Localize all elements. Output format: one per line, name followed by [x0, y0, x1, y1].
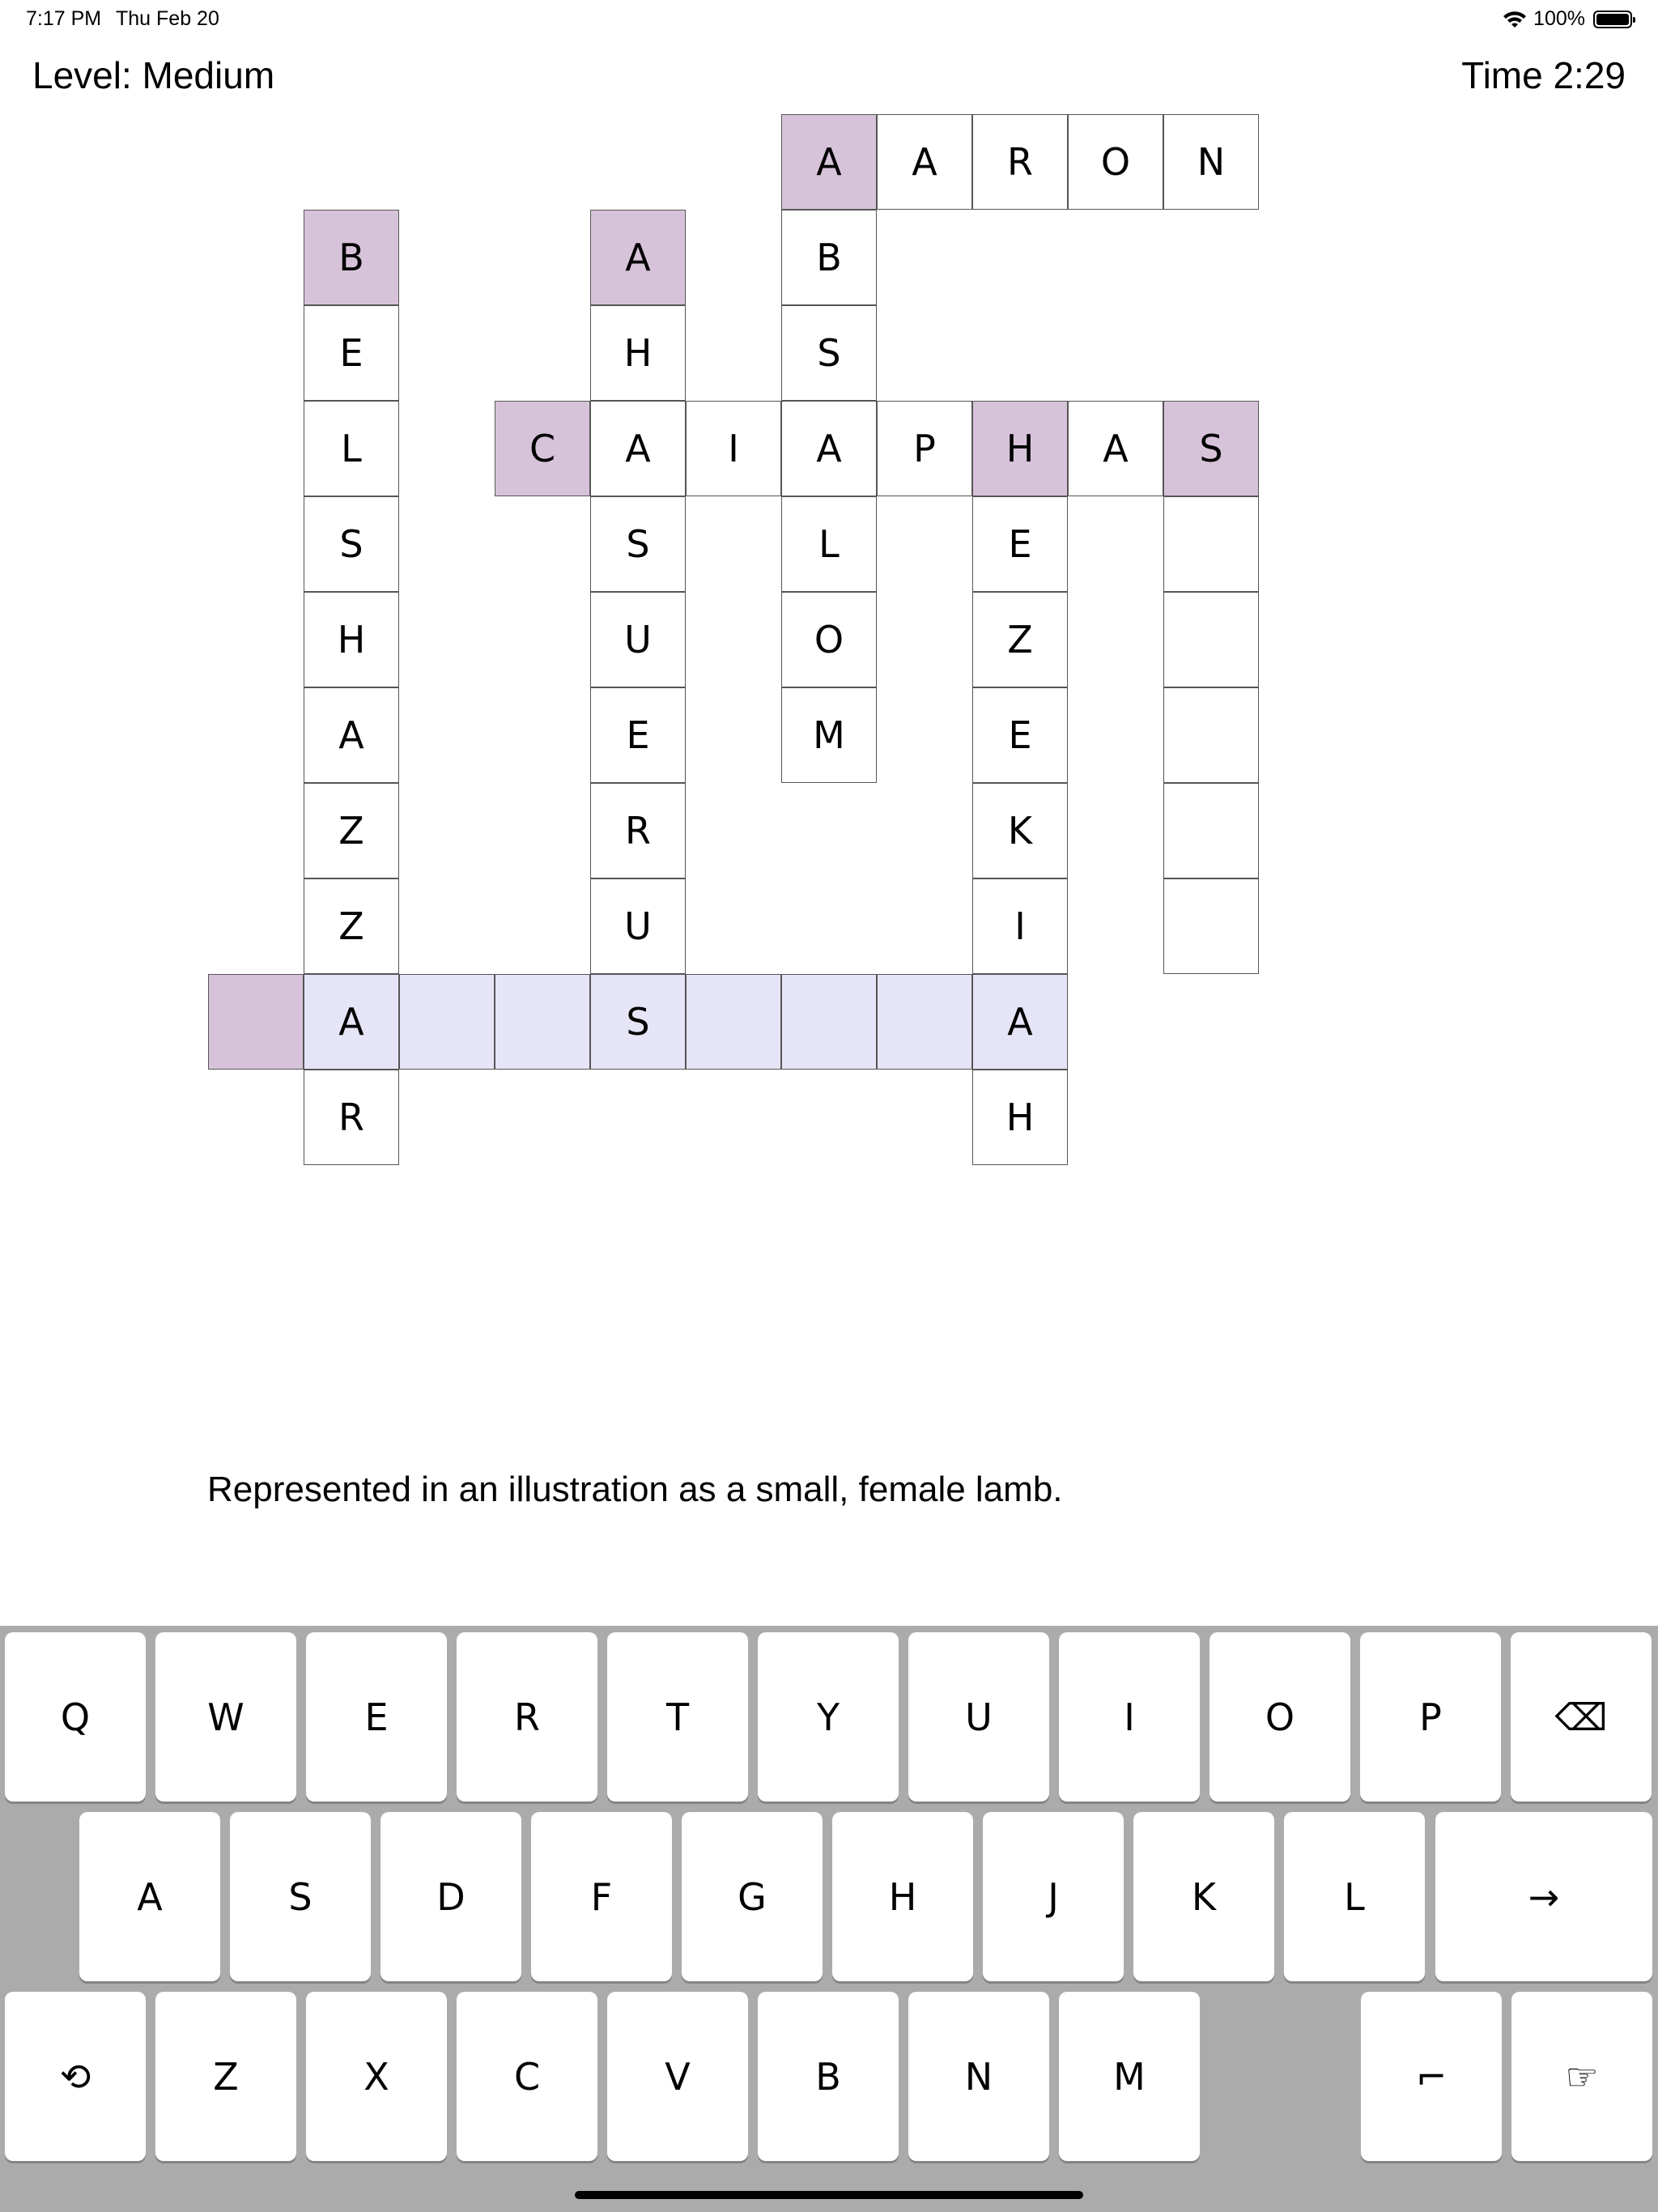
grid-cell[interactable]: S [1163, 401, 1259, 496]
rotate-key-icon[interactable]: ⟲ [5, 1992, 146, 2161]
key-t[interactable]: T [607, 1632, 748, 1802]
grid-cell[interactable] [1163, 592, 1259, 687]
key-z[interactable]: Z [155, 1992, 296, 2161]
backspace-key-icon[interactable]: ⌫ [1511, 1632, 1652, 1802]
clue-text: Represented in an illustration as a small, female lamb. [207, 1470, 1063, 1509]
key-d[interactable]: D [380, 1812, 521, 1981]
home-indicator[interactable] [575, 2191, 1083, 2199]
grid-cell[interactable]: H [304, 592, 399, 687]
grid-cell[interactable]: M [781, 687, 877, 783]
grid-cell[interactable]: H [972, 401, 1068, 496]
key-q[interactable]: Q [5, 1632, 146, 1802]
status-date: Thu Feb 20 [116, 7, 219, 30]
grid-cell[interactable]: E [590, 687, 686, 783]
grid-cell[interactable] [208, 974, 304, 1070]
grid-cell[interactable]: Z [972, 592, 1068, 687]
grid-cell[interactable]: Z [304, 878, 399, 974]
key-g[interactable]: G [682, 1812, 823, 1981]
grid-cell[interactable]: A [590, 401, 686, 496]
key-o[interactable]: O [1209, 1632, 1350, 1802]
next-arrow-key-icon[interactable]: → [1435, 1812, 1652, 1981]
key-k[interactable]: K [1133, 1812, 1274, 1981]
key-j[interactable]: J [983, 1812, 1124, 1981]
grid-cell[interactable]: P [877, 401, 972, 496]
grid-cell[interactable]: L [304, 401, 399, 496]
grid-cell[interactable]: Z [304, 783, 399, 878]
grid-cell[interactable]: U [590, 878, 686, 974]
key-p[interactable]: P [1360, 1632, 1501, 1802]
key-i[interactable]: I [1059, 1632, 1200, 1802]
grid-cell[interactable]: S [781, 305, 877, 401]
grid-cell[interactable]: A [304, 687, 399, 783]
grid-cell[interactable]: I [972, 878, 1068, 974]
grid-cell[interactable]: L [781, 496, 877, 592]
grid-cell[interactable]: E [304, 305, 399, 401]
grid-cell[interactable]: H [590, 305, 686, 401]
grid-cell[interactable]: K [972, 783, 1068, 878]
hint-hand-key-icon[interactable]: ☞ [1511, 1992, 1652, 2161]
grid-cell[interactable]: B [304, 210, 399, 305]
grid-cell[interactable]: O [781, 592, 877, 687]
grid-cell[interactable]: O [1068, 114, 1163, 210]
grid-cell[interactable]: E [972, 496, 1068, 592]
battery-percent: 100% [1533, 7, 1585, 30]
key-v[interactable]: V [607, 1992, 748, 2161]
grid-cell[interactable] [781, 974, 877, 1070]
grid-cell[interactable]: U [590, 592, 686, 687]
grid-cell[interactable]: B [781, 210, 877, 305]
key-w[interactable]: W [155, 1632, 296, 1802]
corner-key-icon[interactable]: ⌐ [1361, 1992, 1502, 2161]
keyboard [0, 1626, 1658, 2212]
grid-cell[interactable]: I [686, 401, 781, 496]
key-r[interactable]: R [457, 1632, 597, 1802]
grid-cell[interactable]: A [877, 114, 972, 210]
key-a[interactable]: A [79, 1812, 220, 1981]
grid-cell[interactable]: A [781, 401, 877, 496]
grid-cell[interactable]: A [781, 114, 877, 210]
key-e[interactable]: E [306, 1632, 447, 1802]
key-h[interactable]: H [832, 1812, 973, 1981]
grid-cell[interactable]: R [304, 1070, 399, 1165]
key-c[interactable]: C [457, 1992, 597, 2161]
grid-cell[interactable]: C [495, 401, 590, 496]
key-f[interactable]: F [531, 1812, 672, 1981]
grid-cell[interactable]: R [972, 114, 1068, 210]
grid-cell[interactable]: A [304, 974, 399, 1070]
key-b[interactable]: B [758, 1992, 899, 2161]
grid-cell[interactable]: S [304, 496, 399, 592]
key-n[interactable]: N [908, 1992, 1049, 2161]
grid-cell[interactable]: H [972, 1070, 1068, 1165]
grid-cell[interactable]: S [590, 496, 686, 592]
grid-cell[interactable] [399, 974, 495, 1070]
grid-cell[interactable] [1163, 496, 1259, 592]
grid-cell[interactable] [1163, 878, 1259, 974]
grid-cell[interactable]: N [1163, 114, 1259, 210]
grid-cell[interactable]: A [972, 974, 1068, 1070]
grid-cell[interactable] [495, 974, 590, 1070]
grid-cell[interactable]: A [1068, 401, 1163, 496]
grid-cell[interactable]: A [590, 210, 686, 305]
grid-cell[interactable] [686, 974, 781, 1070]
key-s[interactable]: S [230, 1812, 371, 1981]
key-x[interactable]: X [306, 1992, 447, 2161]
key-y[interactable]: Y [758, 1632, 899, 1802]
timer-label: Time 2:29 [1461, 54, 1626, 96]
key-u[interactable]: U [908, 1632, 1049, 1802]
status-time: 7:17 PM [26, 7, 102, 30]
grid-cell[interactable]: S [590, 974, 686, 1070]
grid-cell[interactable]: R [590, 783, 686, 878]
grid-cell[interactable] [1163, 687, 1259, 783]
key-l[interactable]: L [1284, 1812, 1425, 1981]
key-m[interactable]: M [1059, 1992, 1200, 2161]
grid-cell[interactable] [877, 974, 972, 1070]
grid-cell[interactable] [1163, 783, 1259, 878]
level-label: Level: Medium [32, 54, 275, 96]
grid-cell[interactable]: E [972, 687, 1068, 783]
